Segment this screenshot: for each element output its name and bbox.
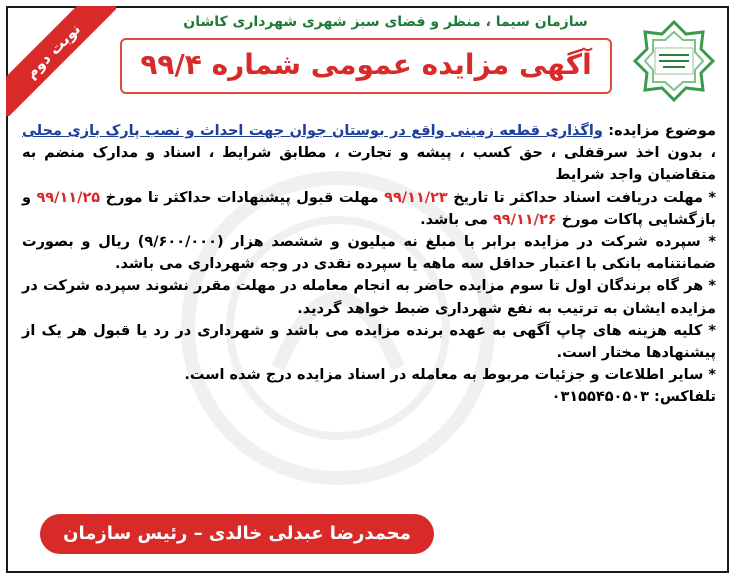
round-ribbon-label: نوبت دوم [6, 6, 116, 116]
notice-frame [6, 6, 729, 573]
organization-name: سازمان سیما ، منظر و فضای سبز شهری شهرداری کاشان [183, 14, 588, 30]
topic-label: موضوع مزایده: [602, 123, 716, 139]
deadlines-paragraph [22, 187, 716, 231]
topic-rest: ، بدون اخذ سرقفلی ، حق کسب ، پیشه و تجارت ، مطابق شرایط ، اسناد و مدارک منضم به متقاضیان واجد شرایط [22, 145, 716, 184]
signature-banner: محمدرضا عبدلی خالدی – رئیس سازمان [40, 514, 434, 554]
notice-title: آگهی مزایده عمومی شماره ۹۹/۴ [140, 48, 592, 81]
other-info-paragraph: * سایر اطلاعات و جزئیات مربوط به معامله در اسناد مزایده درج شده است. [184, 367, 716, 384]
document-deadline-date: ۹۹/۱۱/۲۳ [384, 189, 448, 206]
opening-date: ۹۹/۱۱/۲۶ [492, 211, 557, 228]
topic-highlight: واگذاری قطعه زمینی واقع در بوستان جوان جهت احداث و نصب پارک بازی محلی [22, 123, 603, 139]
title-box [120, 38, 612, 94]
notice-header [8, 8, 727, 116]
deposit-paragraph: * سپرده شرکت در مزایده برابر با مبلغ نه میلیون و ششصد هزار (۹/۶۰۰/۰۰۰) ریال و بصورت ضمانتنامه بانکی با اعتبار حداقل سه ماهه یا سپرده نقدی در وجه شهرداری می باشد. [22, 234, 717, 273]
deadlines-text-4: می باشد. [420, 211, 493, 228]
proposal-deadline-date: ۹۹/۱۱/۲۵ [36, 189, 101, 206]
deadlines-text-3: و بازگشایی پاکات مورخ [22, 189, 716, 228]
round-ribbon [6, 6, 116, 116]
topic-paragraph [22, 120, 716, 187]
telefax-number: ۰۳۱۵۵۴۵۰۵۰۳ [551, 389, 649, 406]
deadlines-text-2: مهلت قبول پیشنهادات حداکثر تا مورخ [100, 189, 385, 206]
telefax-line [22, 386, 716, 408]
organization-logo [631, 18, 717, 104]
logo-emblem-icon [631, 18, 717, 104]
forfeit-paragraph: * هر گاه برندگان اول تا سوم مزایده حاضر به انجام معامله در مهلت مقرر نشوند سپرده شرکت در مزایده ایشان به ترتیب به نفع شهرداری ضبط خواهد گردید. [22, 278, 716, 317]
telefax-label: تلفاکس: [648, 389, 716, 406]
costs-paragraph: * کلیه هزینه های چاپ آگهی به عهده برنده مزایده می باشد و شهرداری در رد یا قبول هر یک از پیشنهادها مختار است. [22, 322, 716, 362]
notice-body [22, 120, 716, 409]
deadlines-text-1: * مهلت دریافت اسناد حداکثر تا تاریخ [447, 189, 717, 206]
